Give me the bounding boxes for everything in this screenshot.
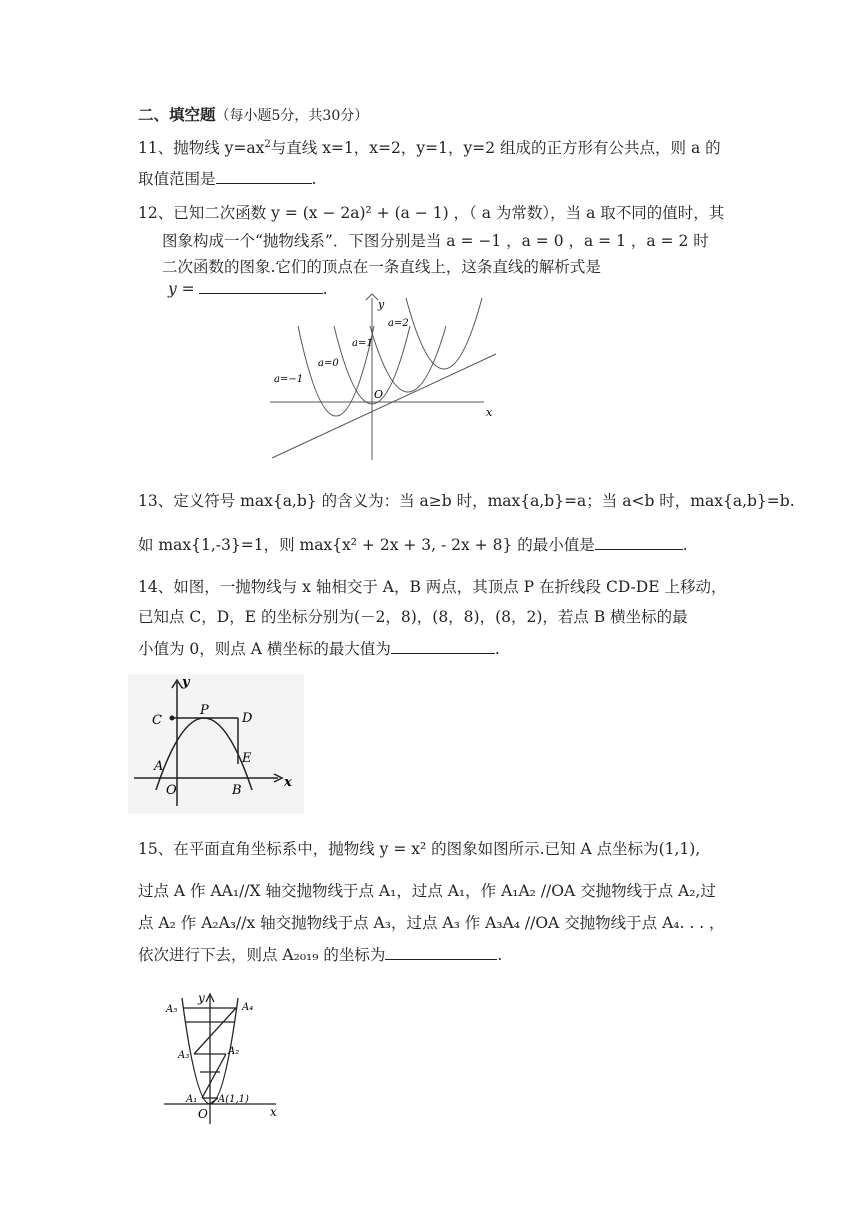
section-title: 二、填空题 — [138, 105, 216, 124]
q15-line-a1a2 — [202, 1054, 226, 1098]
q15-line2: 过点 A 作 AA₁//X 轴交抛物线于点 A₁，过点 A₁，作 A₁A₂ //OA 交抛物线于点 A₂,过 — [138, 882, 716, 900]
q12-origin-label: O — [374, 388, 384, 401]
q15-label-a5: A₅ — [166, 1004, 178, 1015]
q15-answer-blank[interactable] — [385, 945, 497, 960]
q12-label-a1: a=1 — [352, 338, 373, 349]
q11-text-c: 取值范围是 — [138, 170, 216, 188]
q15-end: . — [497, 946, 503, 964]
q15-line1: 15、在平面直角坐标系中，抛物线 y = x² 的图象如图所示.已知 A 点坐标为(1,1), — [138, 840, 701, 858]
q12-x-label: x — [486, 406, 493, 419]
q14-text: 小值为 0，则点 A 横坐标的最大值为 — [138, 640, 391, 658]
q14-x-label: x — [284, 775, 292, 790]
q14-y-label: y — [182, 675, 190, 690]
q14-figure-bg — [128, 674, 304, 814]
q12-vertex-line — [272, 354, 496, 458]
q15-line3: 点 A₂ 作 A₂A₃//x 轴交抛物线于点 A₃，过点 A₃ 作 A₃A₄ //OA 交抛物线于点 A₄. . . ， — [138, 914, 725, 932]
q15-text: 依次进行下去，则点 A₂₀₁₉ 的坐标为 — [138, 946, 386, 964]
q14-line2: 已知点 C，D，E 的坐标分别为(－2，8)，(8，8)，(8，2)，若点 B 横坐标的最 — [138, 608, 688, 626]
q15-label-a1: A₁ — [186, 1094, 198, 1105]
q15-parabola-figure — [160, 988, 290, 1130]
q15-line4 — [138, 944, 502, 966]
q12-line2: 图象构成一个“抛物线系”．下图分别是当 a = −1 ，a = 0 ，a = 1 ，a = 2 时 — [162, 232, 709, 250]
q14-label-a: A — [154, 759, 164, 774]
q11-answer-blank[interactable] — [216, 169, 312, 184]
q11-text-a: 11、抛物线 y=ax — [138, 139, 265, 158]
q12-label-a2: a=2 — [388, 318, 409, 329]
q11-text-b: 与直线 x=1，x=2，y=1，y=2 组成的正方形有公共点，则 a 的 — [270, 139, 721, 158]
q14-end: . — [494, 640, 500, 658]
q12-line1: 12、已知二次函数 y = (x − 2a)² + (a − 1) ，（ a 为常数），当 a 取不同的值时，其 — [138, 204, 725, 222]
q12-label-a0: a=0 — [318, 358, 339, 369]
q15-label-a3: A₃ — [178, 1050, 190, 1061]
q13-line2 — [138, 534, 688, 556]
q14-label-o: O — [166, 783, 177, 798]
q12-label-am1: a=−1 — [274, 374, 304, 385]
q14-point-c — [170, 716, 175, 721]
q14-line3 — [138, 638, 500, 660]
q13-text: 如 max{1,-3}=1，则 max{x² + 2x + 3, - 2x + 8} 的最小值是 — [138, 536, 595, 554]
q14-label-d: D — [242, 711, 253, 726]
q13-answer-blank[interactable] — [595, 535, 683, 550]
q13-end: . — [682, 536, 688, 554]
q15-x-label: x — [270, 1105, 277, 1119]
q15-label-o: O — [198, 1107, 208, 1121]
q12-end: . — [322, 280, 328, 298]
q11-line2 — [138, 168, 316, 190]
q15-y-label: y — [198, 991, 205, 1005]
q15-label-a: A(1,1) — [218, 1094, 249, 1105]
q12-parabola-figure — [266, 292, 506, 462]
section-note: （每小题5分，共30分） — [215, 108, 369, 124]
q15-label-a4: A₄ — [242, 1002, 254, 1013]
q14-answer-blank[interactable] — [391, 639, 495, 654]
q11-sup: 2 — [264, 139, 271, 150]
section-header — [138, 104, 368, 127]
q12-line3: 二次函数的图象.它们的顶点在一条直线上，这条直线的解析式是 — [162, 258, 601, 276]
q15-label-a2: A₂ — [228, 1046, 240, 1057]
q14-parabola-figure — [128, 674, 304, 814]
q12-y-equals: y = — [168, 280, 195, 298]
q11-end: . — [311, 170, 317, 188]
q15-line-oa — [210, 1098, 218, 1104]
q14-label-e: E — [242, 751, 252, 766]
q11-line1 — [138, 134, 721, 159]
q12-y-label: y — [378, 298, 385, 311]
q13-line1: 13、定义符号 max{a,b} 的含义为：当 a≥b 时，max{a,b}=a；当 a<b 时，max{a,b}=b. — [138, 492, 795, 510]
q14-label-c: C — [152, 713, 162, 728]
q14-line1: 14、如图，一抛物线与 x 轴相交于 A，B 两点，其顶点 P 在折线段 CD-DE 上移动， — [138, 578, 727, 596]
q14-label-p: P — [200, 703, 209, 718]
q14-label-b: B — [232, 783, 242, 798]
